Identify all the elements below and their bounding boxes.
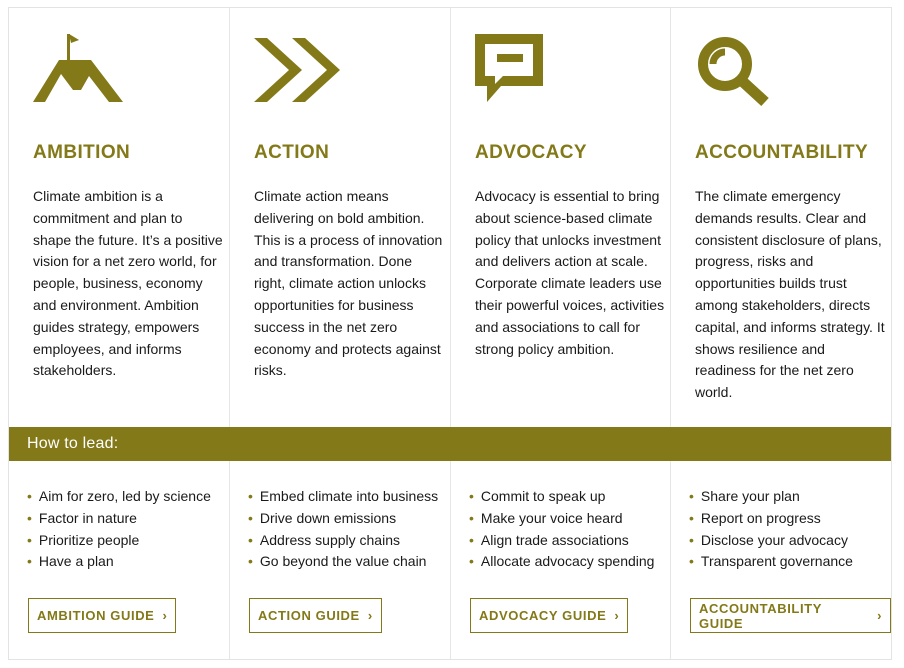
lead-list [27,486,211,573]
chevron-right-icon: › [614,608,620,623]
magnifier-icon [695,30,791,110]
advocacy-guide-button[interactable] [470,598,628,633]
lead-list [469,486,654,573]
pillar-title: AMBITION [33,142,131,163]
list-item: • Drive down emissions [248,508,438,530]
column-action [230,8,451,659]
pillar-description: Climate ambition is a commitment and plan to shape the future. It’s a positive vision for a net zero world, for people, business, economy and environment. Ambition guides strategy, empowers employees, and informs stakeholders. [33,188,223,379]
lead-list [248,486,438,573]
pillar-title: ACCOUNTABILITY [695,142,869,163]
list-item: • Prioritize people [27,530,211,552]
pillar-description: Climate action means delivering on bold ambition. This is a process of innovation and transformation. Done right, climate action unlocks opportunities for business success in the net zero economy and protects against risks. [254,188,443,379]
pillar-title: ADVOCACY [475,142,587,163]
pillar-description: The climate emergency demands results. Clear and consistent disclosure of plans, progress, risks and opportunities builds trust among stakeholders, directs capital, and informs strategy. It shows resilience and readiness for the net zero world. [695,188,885,401]
list-item: • Commit to speak up [469,486,654,508]
speech-bubble-icon [475,30,571,110]
guide-label: ACCOUNTABILITY GUIDE [699,600,822,631]
list-item: • Share your plan [689,486,853,508]
list-item: • Report on progress [689,508,853,530]
ambition-guide-button[interactable] [28,598,176,633]
list-item: • Have a plan [27,551,211,573]
guide-label: AMBITION GUIDE [37,608,155,623]
double-chevron-right-icon [254,30,350,110]
column-advocacy [451,8,671,659]
guide-label: ACTION GUIDE [258,608,360,623]
mountain-flag-icon [33,30,129,110]
column-ambition [9,8,230,659]
column-accountability [671,8,891,659]
action-guide-button[interactable] [249,598,382,633]
list-item: • Align trade associations [469,530,654,552]
chevron-right-icon: › [367,608,373,623]
guide-label: ADVOCACY GUIDE [479,608,607,623]
lead-list [689,486,853,573]
pillar-description: Advocacy is essential to bring about science-based climate policy that unlocks investment and delivers action at scale. Corporate climate leaders use their powerful voices, activities and associations to call for strong policy ambition. [475,188,665,357]
list-item: • Disclose your advocacy [689,530,853,552]
list-item: • Embed climate into business [248,486,438,508]
list-item: • Factor in nature [27,508,211,530]
list-item: • Go beyond the value chain [248,551,438,573]
list-item: • Aim for zero, led by science [27,486,211,508]
chevron-right-icon: › [877,608,882,623]
list-item: • Allocate advocacy spending [469,551,654,573]
pillars-grid [9,8,891,659]
accountability-guide-button[interactable] [690,598,891,633]
list-item: • Address supply chains [248,530,438,552]
pillars-panel [8,7,892,660]
how-to-lead-banner: How to lead: [9,427,891,461]
list-item: • Make your voice heard [469,508,654,530]
pillar-title: ACTION [254,142,330,163]
chevron-right-icon: › [162,608,168,623]
list-item: • Transparent governance [689,551,853,573]
